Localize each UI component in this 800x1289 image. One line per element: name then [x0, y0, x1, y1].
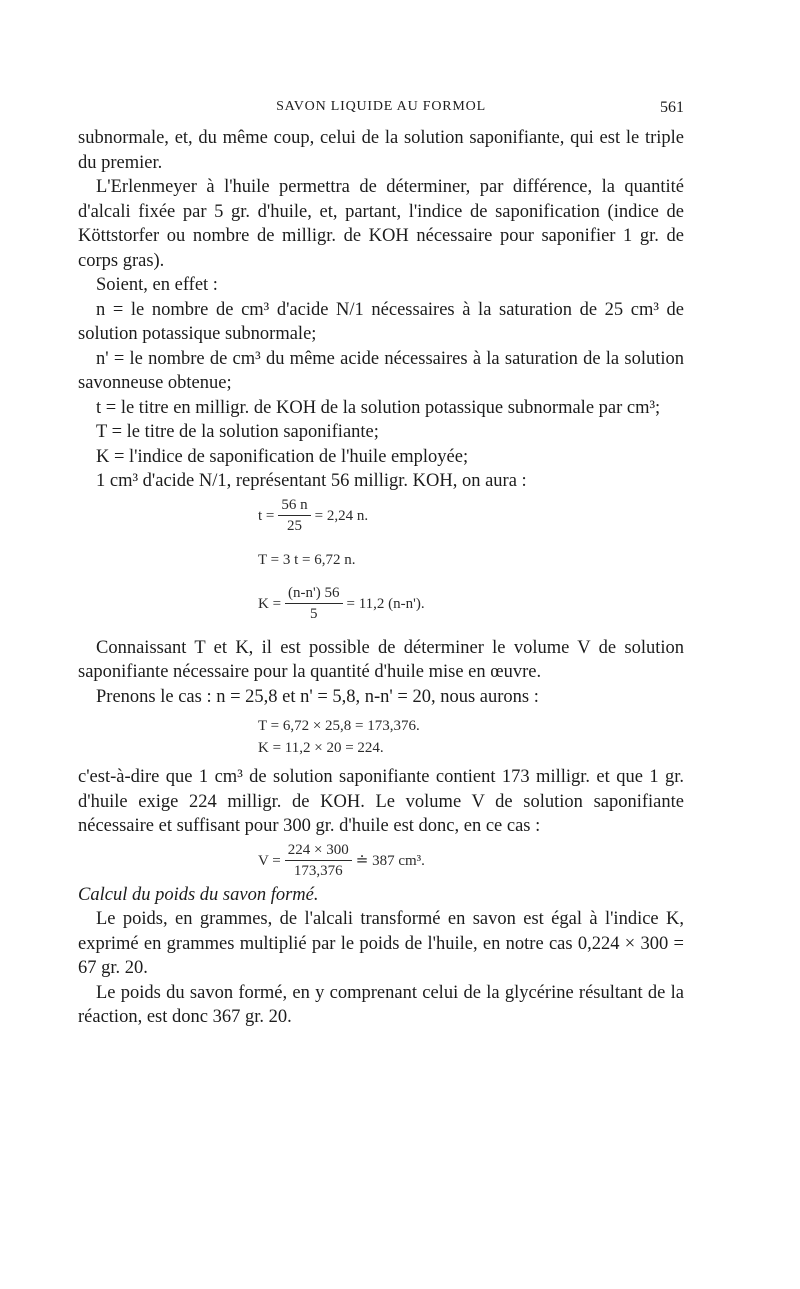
page-number: 561	[660, 99, 684, 116]
paragraph: Connaissant T et K, il est possible de déterminer le volume V de solution saponifiante nécessaire pour la quantité d'huile mise en œuvre.	[78, 637, 684, 682]
fraction: $\frac{(n-n') 56}{5}$	[285, 583, 342, 624]
definition-K: K = l'indice de saponification de l'huile employée;	[96, 446, 469, 467]
paragraph: c'est-à-dire que 1 cm³ de solution saponifiante contient 173 milligr. et que 1 gr. d'huile exige 224 milligr. de KOH. Le volume V de solution saponifiante nécessaire et suffisant pour 300 gr. d'huile est donc, en ce cas :	[78, 767, 684, 836]
fraction: $\frac{224 \times 300}{173,376}$	[285, 840, 352, 881]
paragraph: Le poids du savon formé, en y comprenant celui de la glycérine résultant de la réaction, est donc 367 gr. 20.	[78, 982, 684, 1027]
formula-T-calc: T = 6,72 × 25,8 = 173,376.	[258, 718, 420, 734]
running-title: SAVON LIQUIDE AU FORMOL	[276, 99, 486, 114]
paragraph: subnormale, et, du même coup, celui de la solution saponifiante, qui est le triple du premier.	[78, 128, 684, 173]
formula-T: T = 3 t = 6,72 n.	[258, 551, 356, 568]
definition-n: n = le nombre de cm³ d'acide N/1 nécessaires à la saturation de 25 cm³ de solution potassique subnormale;	[78, 299, 684, 344]
page-body	[78, 126, 684, 1030]
formula-block-volume	[258, 839, 684, 883]
fraction: $\frac{56 n}{25}$	[278, 495, 310, 536]
formula-block-calc	[258, 715, 684, 759]
formula-K: K = $\frac{(n-n') 56}{5}$ = 11,2 (n-n').	[258, 585, 425, 622]
paragraph: Le poids, en grammes, de l'alcali transformé en savon est égal à l'indice K, exprimé en grammes multiplié par le poids de l'huile, en notre cas 0,224 × 300 = 67 gr. 20.	[78, 909, 684, 978]
formula-block-titres	[258, 494, 684, 626]
paragraph: Soient, en effet :	[96, 275, 218, 295]
paragraph: Prenons le cas : n = 25,8 et n' = 5,8, n-n' = 20, nous aurons :	[96, 686, 539, 707]
page-header	[78, 96, 684, 120]
definition-acid: 1 cm³ d'acide N/1, représentant 56 milligr. KOH, on aura :	[96, 471, 527, 491]
definition-t: t = le titre en milligr. de KOH de la solution potassique subnormale par cm³;	[96, 397, 661, 418]
section-title: Calcul du poids du savon formé.	[78, 884, 319, 905]
definition-n-prime: n' = le nombre de cm³ du même acide nécessaires à la saturation de la solution savonneuse obtenue;	[78, 348, 684, 393]
definition-T: T = le titre de la solution saponifiante;	[96, 422, 379, 442]
formula-V: V = $\frac{224 \times 300}{173,376}$ ≐ 387 cm³.	[258, 842, 425, 879]
paragraph: L'Erlenmeyer à l'huile permettra de déterminer, par différence, la quantité d'alcali fixée par 5 gr. d'huile, et, partant, l'indice de saponification (indice de Köttstorfer ou nombre de milligr. de KOH nécessaire pour saponifier 1 gr. de corps gras).	[78, 177, 684, 271]
formula-K-calc: K = 11,2 × 20 = 224.	[258, 740, 384, 756]
formula-t: t = $\frac{56 n}{25}$ = 2,24 n.	[258, 497, 369, 534]
